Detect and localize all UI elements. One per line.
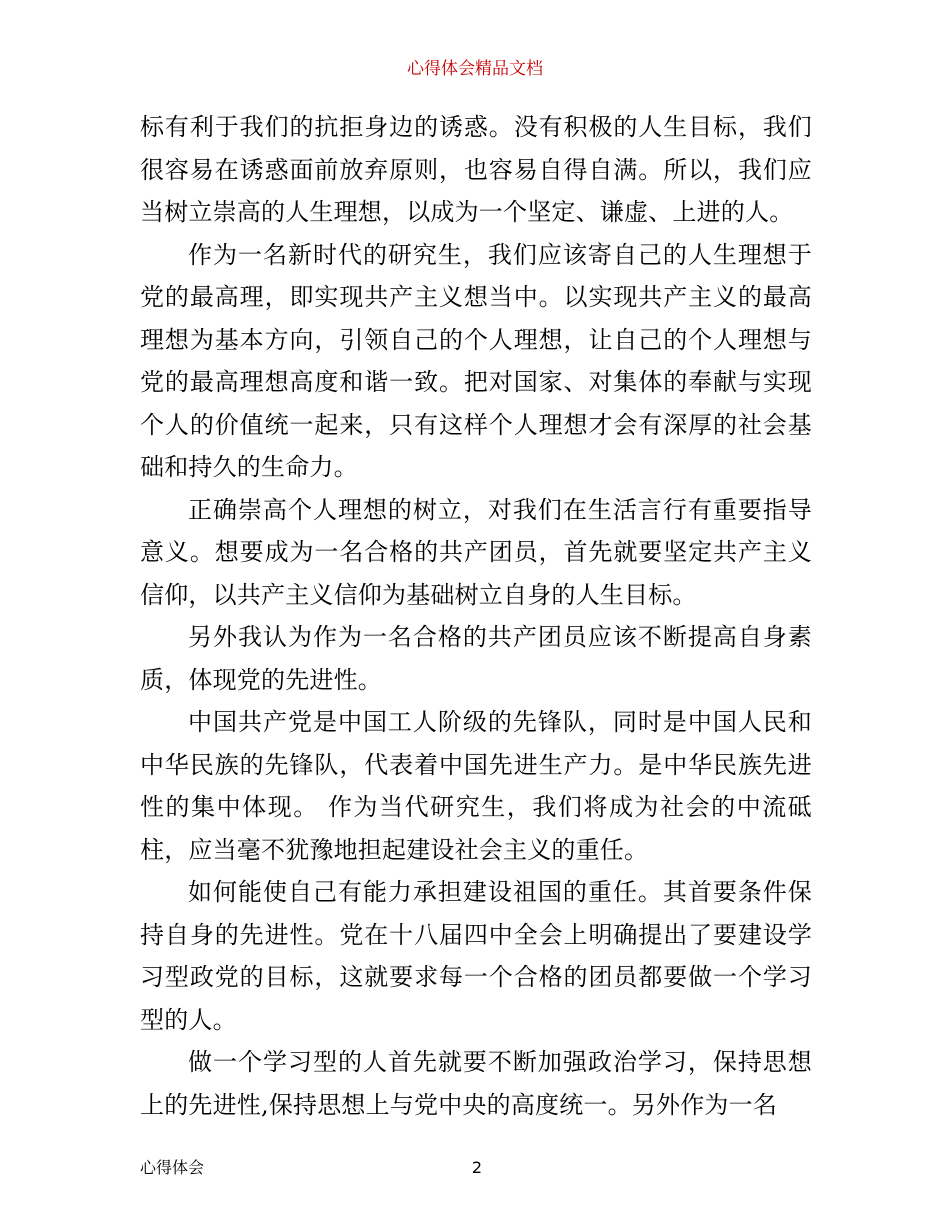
paragraph-1: 标有利于我们的抗拒身边的诱惑。没有积极的人生目标，我们很容易在诱惑面前放弃原则，也容易自得自满。所以，我们应当树立崇高的人生理想，以成为一个坚定、谦虚、上进的人。: [140, 113, 812, 226]
paragraph-2: 作为一名新时代的研究生，我们应该寄自己的人生理想于党的最高理，即实现共产主义想当中。以实现共产主义的最高理想为基本方向，引领自己的个人理想，让自己的个人理想与党的最高理想高度和谐一致。把对国家、对集体的奉献与实现个人的价值统一起来，只有这样个人理想才会有深厚的社会基础和持久的生命力。: [140, 240, 812, 481]
paragraph-4: 另外我认为作为一名合格的共产团员应该不断提高自身素质，体现党的先进性。: [140, 623, 812, 694]
page-header: 心得体会精品文档: [407, 59, 543, 79]
footer-label: 心得体会: [140, 1158, 205, 1177]
page-number: 2: [471, 1158, 483, 1177]
paragraph-5: 中国共产党是中国工人阶级的先锋队，同时是中国人民和中华民族的先锋队，代表着中国先进生产力。是中华民族先进性的集中体现。 作为当代研究生，我们将成为社会的中流砥柱，应当毫不犹豫地担起建设社会主义的重任。: [140, 708, 812, 864]
paragraph-7: 做一个学习型的人首先就要不断加强政治学习，保持思想上的先进性,保持思想上与党中央的高度统一。另外作为一名: [140, 1048, 812, 1119]
paragraph-6: 如何能使自己有能力承担建设祖国的重任。其首要条件保持自身的先进性。党在十八届四中全会上明确提出了要建设学习型政党的目标，这就要求每一个合格的团员都要做一个学习型的人。: [140, 878, 812, 1034]
paragraph-3: 正确崇高个人理想的树立，对我们在生活言行有重要指导意义。想要成为一名合格的共产团员，首先就要坚定共产主义信仰，以共产主义信仰为基础树立自身的人生目标。: [140, 495, 812, 609]
document-body: [140, 106, 812, 1126]
